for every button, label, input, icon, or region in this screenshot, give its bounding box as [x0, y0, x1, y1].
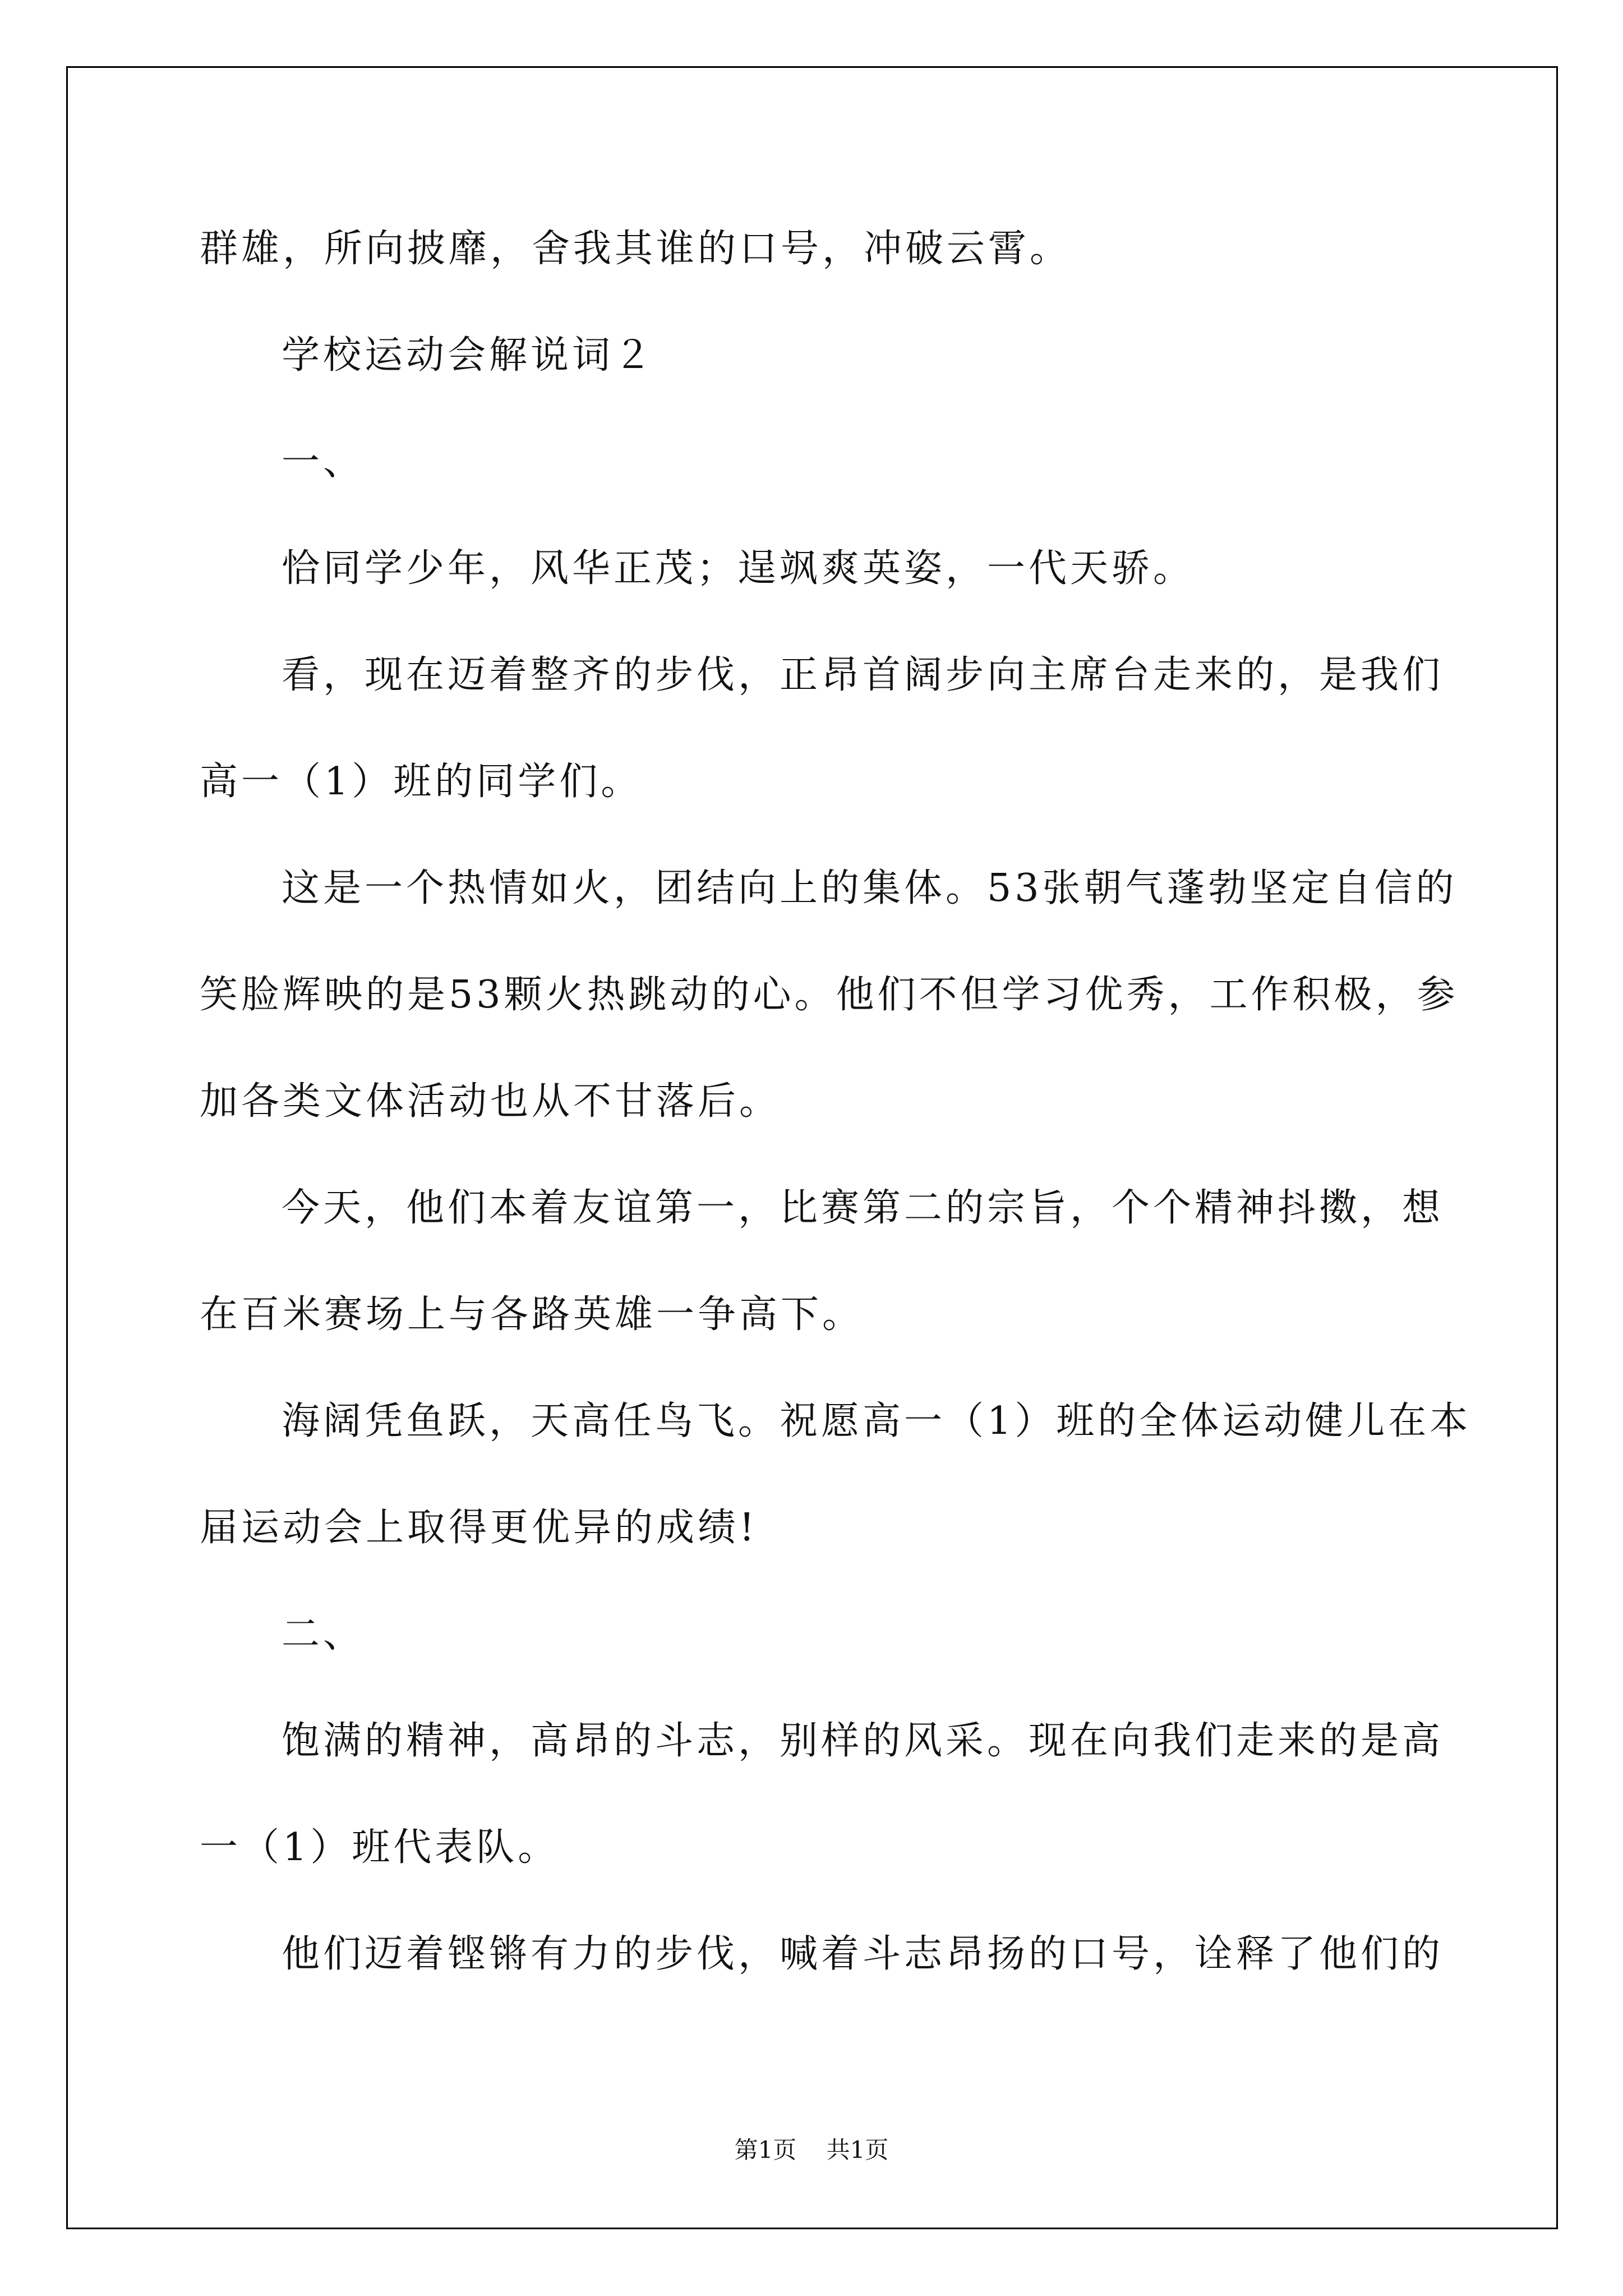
text-line: 一（1）班代表队。 [200, 1825, 560, 1870]
text-line: 他们迈着铿锵有力的步伐，喊着斗志昂扬的口号，诠释了他们的 [282, 1932, 1444, 1976]
text-line: 看，现在迈着整齐的步伐，正昂首阔步向主席台走来的，是我们 [282, 653, 1444, 697]
text-line: 届运动会上取得更优异的成绩! [200, 1506, 758, 1550]
text-line: 加各类文体活动也从不甘落后。 [200, 1079, 781, 1124]
text-line: 恰同学少年，风华正茂；逞飒爽英姿，一代天骄。 [282, 546, 1195, 591]
section-title: 学校运动会解说词２ [282, 333, 656, 378]
page-footer: 第1页 共1页 [734, 2136, 889, 2164]
text-line: 饱满的精神，高昂的斗志，别样的风采。现在向我们走来的是高 [282, 1719, 1444, 1763]
text-line: 高一（1）班的同学们。 [200, 760, 643, 804]
page-border [66, 66, 1558, 2229]
text-line: 海阔凭鱼跃，天高任鸟飞。祝愿高一（1）班的全体运动健儿在本 [282, 1399, 1472, 1443]
text-line: 这是一个热情如火，团结向上的集体。53张朝气蓬勃坚定自信的 [282, 866, 1458, 910]
text-line: 笑脸辉映的是53颗火热跳动的心。他们不但学习优秀，工作积极，参 [200, 973, 1459, 1017]
text-line: 今天，他们本着友谊第一，比赛第二的宗旨，个个精神抖擞，想 [282, 1186, 1444, 1230]
section-heading-1: 一、 [282, 440, 365, 484]
section-heading-2: 二、 [282, 1612, 365, 1657]
text-line: 在百米赛场上与各路英雄一争高下。 [200, 1292, 864, 1337]
text-line: 群雄，所向披靡，舍我其谁的口号，冲破云霄。 [200, 227, 1072, 271]
